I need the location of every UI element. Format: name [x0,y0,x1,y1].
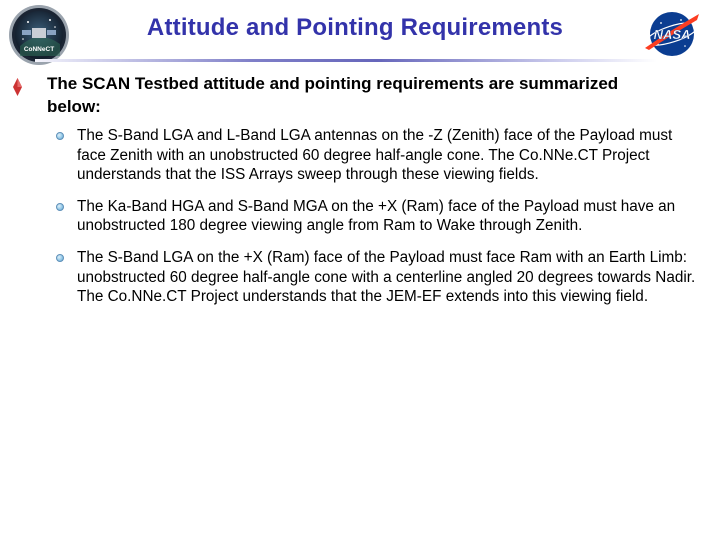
connect-patch-text: CoNNeCT [23,46,55,53]
sub-bullet-item [55,248,705,307]
sub-bullet-item [55,197,705,236]
diamond-bullet-icon [12,77,23,97]
circle-bullet-icon [56,254,64,262]
connect-mission-patch-icon [8,4,70,66]
sub-bullet-text: The S-Band LGA and L-Band LGA antennas on the -Z (Zenith) face of the Payload must face Zenith with an unobstructed 60 degree half-angle cone. The Co.NNe.CT Project understands that the ISS Arrays sweep through these viewing fields. [77,127,673,184]
sub-bullet-text: The Ka-Band HGA and S-Band MGA on the +X (Ram) face of the Payload must have an unobstructed 180 degree viewing angle from Ram to Wake through Zenith. [77,197,676,235]
slide-title: Attitude and Pointing Requirements [146,14,564,41]
sub-bullet-text: The S-Band LGA on the +X (Ram) face of the Payload must face Ram with an Earth Limb: unobstructed 60 degree half-angle cone with a centerline angled 20 degrees towards Nadir. The Co.NNe.CT Project understands that the JEM-EF extends into this viewing field. [77,248,696,306]
sub-bullet-list [55,126,705,319]
sub-bullet-item [55,126,705,185]
circle-bullet-icon [56,203,64,211]
circle-bullet-icon [56,132,64,140]
title-divider [35,59,657,62]
main-bullet-text: The SCAN Testbed attitude and pointing requirements are summarized below: [47,74,619,116]
nasa-meatball-icon [641,8,703,60]
nasa-logo-text: NASA [653,27,691,42]
